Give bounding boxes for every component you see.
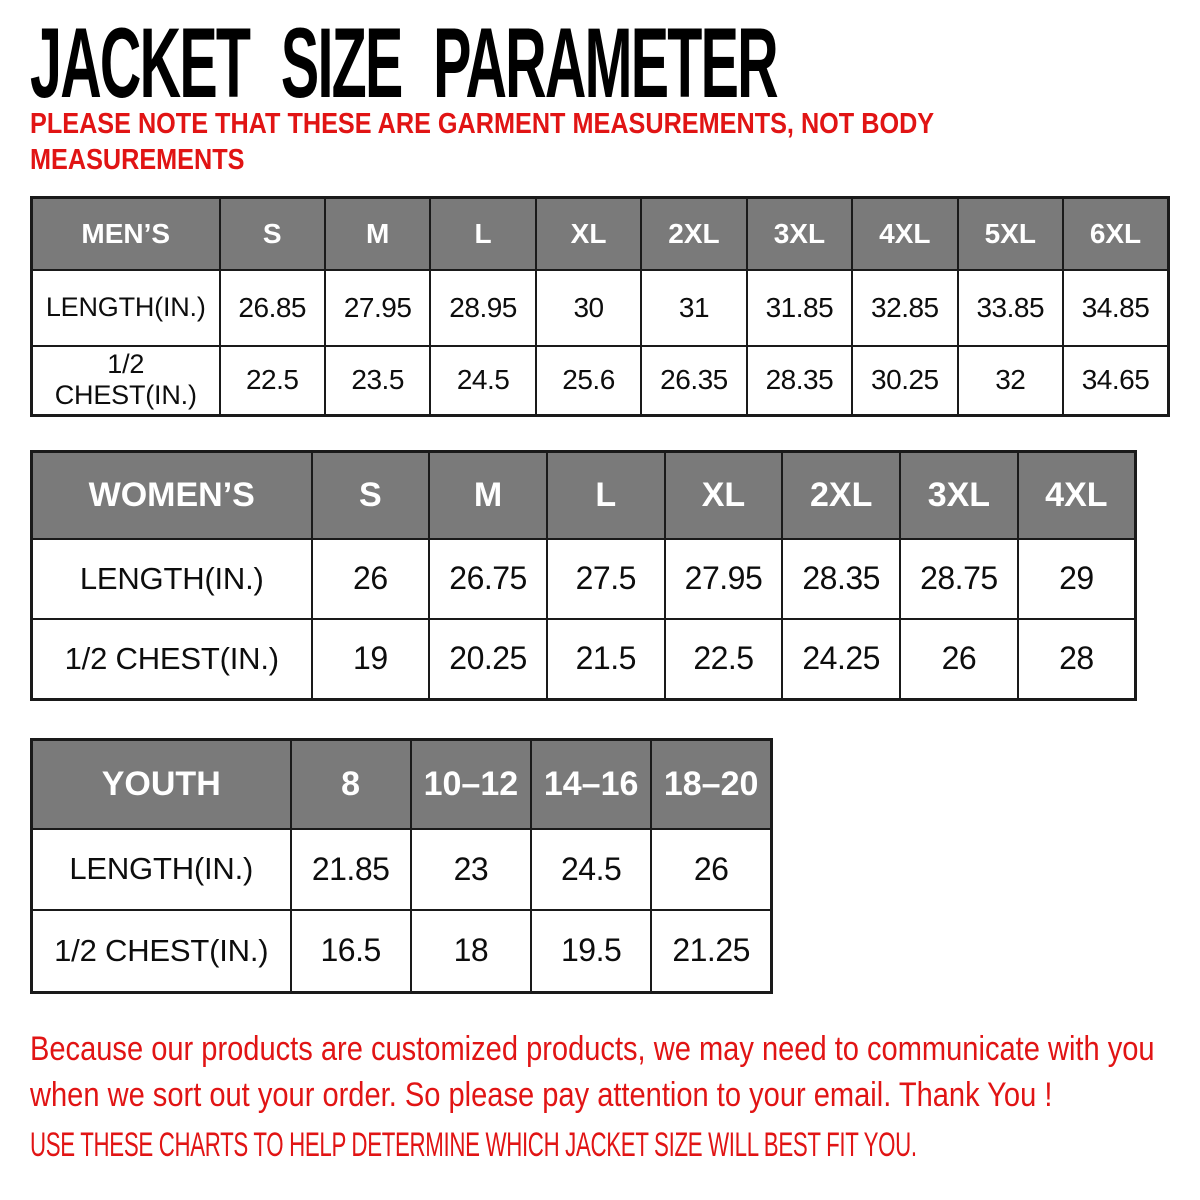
mens-size-header-6xl: 6XL [1063,198,1169,270]
mens-length-row [32,270,1169,346]
row-label: 1/2 CHEST(IN.) [32,910,291,993]
note-line-2: MEASUREMENTS [30,144,245,176]
youth-chest-row [32,910,772,993]
size-value-cell: 26.85 [220,270,325,346]
notice-line-2: when we sort out your order. So please pay attention to your email. Thank You ! [30,1076,1053,1114]
size-value-cell: 29 [1018,539,1136,619]
mens-size-header-3xl: 3XL [747,198,852,270]
womens-chest-row [32,619,1136,700]
size-value-cell: 25.6 [536,346,641,416]
size-value-cell: 27.5 [547,539,665,619]
mens-size-header-4xl: 4XL [852,198,957,270]
note-line-1: PLEASE NOTE THAT THESE ARE GARMENT MEASUREMENTS, NOT BODY [30,108,935,140]
womens-size-header-s: S [312,452,430,539]
womens-size-header-4xl: 4XL [1018,452,1136,539]
size-value-cell: 26 [312,539,430,619]
size-value-cell: 21.5 [547,619,665,700]
row-label: LENGTH(IN.) [32,539,312,619]
mens-header-row [32,198,1169,270]
row-label: LENGTH(IN.) [32,270,220,346]
mens-table-title-cell: MEN’S [32,198,220,270]
size-value-cell: 31 [641,270,746,346]
size-value-cell: 23 [411,829,531,910]
fit-guidance-text: USE THESE CHARTS TO HELP DETERMINE WHICH JACKET SIZE WILL BEST FIT YOU. [30,1126,917,1164]
size-value-cell: 26.35 [641,346,746,416]
size-value-cell: 21.25 [651,910,771,993]
size-value-cell: 22.5 [220,346,325,416]
mens-size-header-s: S [220,198,325,270]
youth-size-header-14-16: 14–16 [531,740,651,829]
size-value-cell: 19.5 [531,910,651,993]
youth-size-table [30,738,773,994]
mens-size-header-l: L [430,198,535,270]
size-value-cell: 31.85 [747,270,852,346]
size-value-cell: 28.35 [782,539,900,619]
womens-size-table [30,450,1137,701]
row-label: 1/2 CHEST(IN.) [32,346,220,416]
size-value-cell: 32.85 [852,270,957,346]
size-value-cell: 26.75 [429,539,547,619]
size-value-cell: 33.85 [958,270,1063,346]
size-value-cell: 27.95 [665,539,783,619]
youth-header-row [32,740,772,829]
mens-size-header-xl: XL [536,198,641,270]
womens-size-header-3xl: 3XL [900,452,1018,539]
size-value-cell: 24.25 [782,619,900,700]
garment-measurement-note [30,106,934,178]
youth-table-title-cell: YOUTH [32,740,291,829]
womens-table-title-cell: WOMEN’S [32,452,312,539]
youth-length-row [32,829,772,910]
notice-line-1: Because our products are customized products, we may need to communicate with you [30,1030,1155,1068]
size-value-cell: 26 [651,829,771,910]
size-value-cell: 18 [411,910,531,993]
size-value-cell: 20.25 [429,619,547,700]
row-label: LENGTH(IN.) [32,829,291,910]
womens-size-header-l: L [547,452,665,539]
size-value-cell: 26 [900,619,1018,700]
youth-size-header-10-12: 10–12 [411,740,531,829]
size-value-cell: 23.5 [325,346,430,416]
size-value-cell: 24.5 [531,829,651,910]
size-value-cell: 34.65 [1063,346,1169,416]
youth-size-header-18-20: 18–20 [651,740,771,829]
mens-chest-row [32,346,1169,416]
size-value-cell: 27.95 [325,270,430,346]
size-value-cell: 30 [536,270,641,346]
womens-header-row [32,452,1136,539]
page-title: JACKET SIZE PARAMETER [30,7,777,118]
size-value-cell: 34.85 [1063,270,1169,346]
mens-size-header-5xl: 5XL [958,198,1063,270]
size-value-cell: 16.5 [291,910,411,993]
mens-size-header-m: M [325,198,430,270]
size-value-cell: 32 [958,346,1063,416]
womens-length-row [32,539,1136,619]
womens-size-header-m: M [429,452,547,539]
customization-notice [30,1026,1155,1118]
youth-size-header-8: 8 [291,740,411,829]
mens-size-header-2xl: 2XL [641,198,746,270]
size-value-cell: 30.25 [852,346,957,416]
size-value-cell: 22.5 [665,619,783,700]
size-value-cell: 21.85 [291,829,411,910]
size-value-cell: 28.75 [900,539,1018,619]
size-value-cell: 28 [1018,619,1136,700]
mens-size-table [30,196,1170,417]
womens-size-header-2xl: 2XL [782,452,900,539]
size-value-cell: 24.5 [430,346,535,416]
size-value-cell: 28.95 [430,270,535,346]
womens-size-header-xl: XL [665,452,783,539]
row-label: 1/2 CHEST(IN.) [32,619,312,700]
size-value-cell: 19 [312,619,430,700]
size-value-cell: 28.35 [747,346,852,416]
